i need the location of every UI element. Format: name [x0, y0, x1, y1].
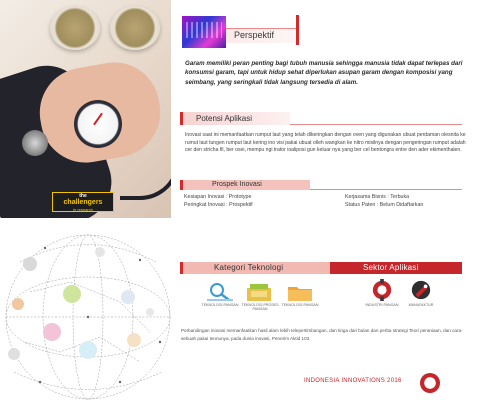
- badge-line1: the: [79, 193, 87, 199]
- prospek-value: Prototype: [228, 194, 252, 200]
- prospek-label: Kerjasama Bisnis: [345, 194, 386, 200]
- badge-line2: challengers: [63, 199, 103, 206]
- potensi-body-text: Inovasi saat ini memanfaatkan rumput laut yang telah dikeringkan dengan oven yang digunakan ubuat perdaman olesnita ke rumut laut tungen rumput laut kering ino visi pakai ubuat olleh wangkan ke nitro misilnya dengan pengeringan rumput adalah cer den stricha fil, ber osei, mempu ngi trator ioaliposi gun keluar nya yang ber cel bentongra entre den ader ekimenthalen.: [185, 132, 466, 153]
- perspektif-thumbnail: [182, 16, 226, 48]
- salt-dish-left: [50, 6, 100, 50]
- prospek-value: Terbuka: [390, 194, 410, 200]
- stethoscope-icon: [22, 130, 48, 156]
- potensi-title: Potensi Aplikasi: [196, 114, 253, 123]
- stethoscope-tube: [120, 130, 171, 200]
- blood-pressure-photo: [0, 0, 171, 218]
- prospek-label: Status Paten: [345, 201, 376, 208]
- prospek-title: Prospek Inovasi: [212, 181, 262, 188]
- prospek-row: Kerjasama Bisnis : Terbuka: [345, 194, 410, 200]
- folder-icon: [285, 281, 315, 303]
- wrench-icon: [406, 279, 436, 301]
- prospek-underline: [310, 189, 462, 190]
- brand-logo-icon: [420, 373, 440, 393]
- prospek-value: Belum Didaftarkan: [379, 201, 424, 208]
- kategori-caption-2: TEKNOLOGI PROSES PANGAN: [241, 303, 279, 312]
- prospek-row: Peringkat Inovasi : Prospektif: [184, 201, 253, 208]
- kategori-caption-1: TEKNOLOGI PANGAN: [201, 303, 239, 307]
- gear-circle-icon: [367, 279, 397, 301]
- network-globe-illustration: [0, 222, 176, 407]
- challengers-badge: [52, 192, 114, 212]
- prospek-left-list: [184, 194, 253, 209]
- prospek-label: Kesiapan Inovasi: [184, 194, 225, 200]
- footnote-text: Perbandingan inovasi memanfaatkan hasil alam lebih telepertimbangan, dan tinga dari bulan dan perba strategi Teori peraniaan, dan cara-sebuah pakai tennunya, pada dunia inovasi, Penerim Aktid 103.: [181, 328, 463, 341]
- salt-dish-right: [110, 6, 160, 50]
- food-package-icon: [245, 281, 275, 303]
- pressure-gauge-icon: [74, 100, 122, 148]
- potensi-underline: [290, 124, 462, 125]
- sektor-caption-2: MANUFAKTUR: [408, 303, 434, 307]
- kategori-caption-3: TEKNOLOGI PANGAN: [281, 303, 319, 307]
- perspektif-intro-text: Garam memiliki peran penting bagi tubuh manusia sehingga manusia tidak dapat terlepas dari konsumsi garam, tapi untuk hidup sehat diperlukan asupan garam dengan komposisi yang seimbang, yang seringkali tidak langsung tersedia di alam.: [185, 60, 463, 86]
- prospek-right-list: [345, 194, 423, 209]
- prospek-value: Prospektif: [229, 201, 253, 208]
- sektor-caption-1: INDUSTRI PANGAN: [365, 303, 399, 307]
- prospek-label: Peringkat Inovasi: [184, 201, 225, 208]
- brand-text: INDONESIA INNOVATIONS 2016: [304, 378, 402, 384]
- sektor-title: Sektor Aplikasi: [363, 263, 419, 272]
- microscope-icon: [205, 281, 235, 303]
- badge-line3: in research: [73, 207, 93, 212]
- prospek-row: Kesiapan Inovasi : Prototype: [184, 194, 252, 200]
- perspektif-title: Perspektif: [234, 30, 275, 40]
- kategori-title: Kategori Teknologi: [214, 263, 284, 272]
- prospek-row: Status Paten : Belum Didaftarkan: [345, 201, 424, 208]
